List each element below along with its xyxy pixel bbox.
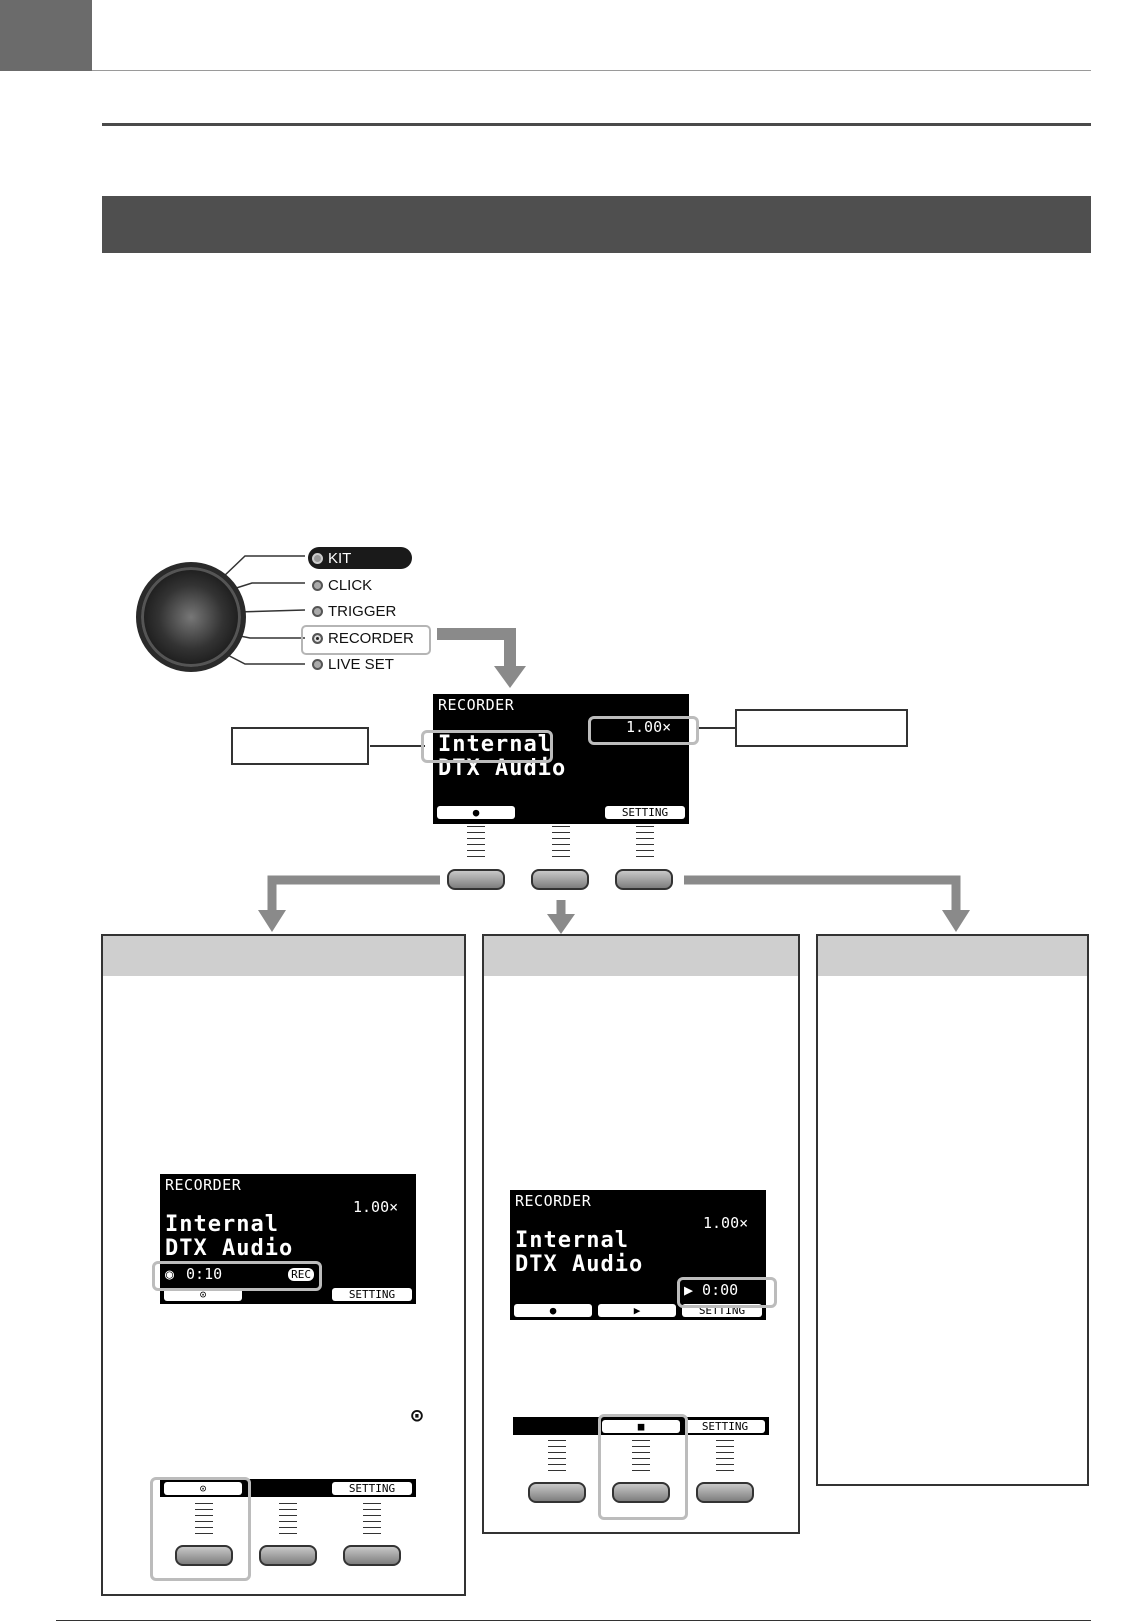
rec-badge: REC bbox=[288, 1268, 314, 1281]
button-ticks bbox=[279, 1503, 297, 1539]
speed-highlight bbox=[588, 716, 699, 745]
callout-box-right bbox=[735, 709, 908, 747]
button-ticks bbox=[552, 826, 570, 862]
button-ticks bbox=[548, 1440, 566, 1476]
arrow-icon bbox=[258, 880, 440, 932]
lcd-speed: 1.00× bbox=[703, 1214, 749, 1232]
lcd-source-line: DTX Audio bbox=[515, 1252, 644, 1277]
lcd-title: RECORDER bbox=[165, 1176, 242, 1194]
button-ticks bbox=[363, 1503, 381, 1539]
softkey-play: ▶ bbox=[598, 1304, 676, 1317]
button-ticks bbox=[467, 826, 485, 862]
lcd-source-line: Internal bbox=[165, 1212, 279, 1237]
lcd-title: RECORDER bbox=[515, 1192, 592, 1210]
recorder-highlight bbox=[301, 625, 431, 655]
lcd-speed: 1.00× bbox=[626, 718, 672, 736]
mode-led-icon bbox=[312, 606, 323, 617]
function-button-1[interactable] bbox=[528, 1482, 586, 1503]
play-status: ▶ 0:00 bbox=[684, 1281, 739, 1299]
panel-header bbox=[818, 936, 1087, 976]
stop-button-highlight bbox=[150, 1477, 251, 1581]
rec-status-highlight bbox=[152, 1261, 322, 1291]
function-button-3[interactable] bbox=[343, 1545, 401, 1566]
softkey-record: ● bbox=[514, 1304, 592, 1317]
panel-header bbox=[103, 936, 464, 976]
mode-label: LIVE SET bbox=[328, 655, 394, 673]
rec-status-icon: ◉ bbox=[165, 1265, 175, 1283]
stop-button-highlight bbox=[598, 1414, 688, 1520]
mode-label: CLICK bbox=[328, 576, 373, 594]
softkey-setting: SETTING bbox=[332, 1482, 412, 1495]
mode-label: RECORDER bbox=[328, 629, 414, 647]
function-button-2[interactable] bbox=[531, 869, 589, 890]
function-button-3[interactable] bbox=[696, 1482, 754, 1503]
function-button-1[interactable] bbox=[447, 869, 505, 890]
rec-time: 0:10 bbox=[186, 1265, 223, 1283]
stop-rec-icon: ⊙ bbox=[411, 1403, 424, 1427]
source-highlight bbox=[421, 730, 553, 763]
lcd-source-line: DTX Audio bbox=[438, 756, 567, 781]
callout-box-left bbox=[231, 727, 369, 765]
softkey-setting: SETTING bbox=[685, 1420, 765, 1433]
arrow-icon bbox=[437, 634, 526, 688]
arrow-icon bbox=[684, 880, 970, 932]
section-title-bar bbox=[102, 196, 1091, 253]
function-button-3[interactable] bbox=[615, 869, 673, 890]
play-status-highlight bbox=[677, 1277, 777, 1308]
arrow-icon bbox=[547, 900, 575, 934]
softkey-stop: ⊙ bbox=[164, 1482, 242, 1495]
lcd-title: RECORDER bbox=[438, 696, 515, 714]
mode-dial[interactable] bbox=[136, 562, 246, 672]
section-rule bbox=[102, 123, 1091, 126]
panel-header bbox=[484, 936, 798, 976]
mode-kit[interactable] bbox=[308, 547, 412, 569]
mode-trigger[interactable] bbox=[308, 600, 404, 622]
mode-led-icon bbox=[312, 659, 323, 670]
softkey-record: ● bbox=[437, 806, 515, 819]
mode-led-icon bbox=[312, 553, 323, 564]
softkey-setting: SETTING bbox=[605, 806, 685, 819]
function-button-2[interactable] bbox=[259, 1545, 317, 1566]
footer-rule bbox=[56, 1620, 1091, 1621]
settings-panel bbox=[816, 934, 1089, 1486]
lcd-source-line: Internal bbox=[515, 1228, 629, 1253]
page-corner-tab bbox=[0, 0, 92, 71]
softkey-setting: SETTING bbox=[332, 1288, 412, 1301]
lcd-source-line: DTX Audio bbox=[165, 1236, 294, 1261]
lcd-speed: 1.00× bbox=[353, 1198, 399, 1216]
button-ticks bbox=[636, 826, 654, 862]
header-rule bbox=[92, 70, 1091, 71]
lcd-source-line: Internal bbox=[438, 732, 552, 757]
softkey-stop: ⊙ bbox=[164, 1288, 242, 1301]
mode-label: KIT bbox=[328, 549, 352, 567]
mode-label: TRIGGER bbox=[328, 602, 397, 620]
button-ticks bbox=[716, 1440, 734, 1476]
mode-led-icon bbox=[312, 580, 323, 591]
mode-click[interactable] bbox=[308, 574, 380, 596]
softkey-setting: SETTING bbox=[682, 1304, 762, 1317]
softkey-stop: ■ bbox=[602, 1420, 680, 1433]
mode-live-set[interactable] bbox=[308, 653, 402, 675]
